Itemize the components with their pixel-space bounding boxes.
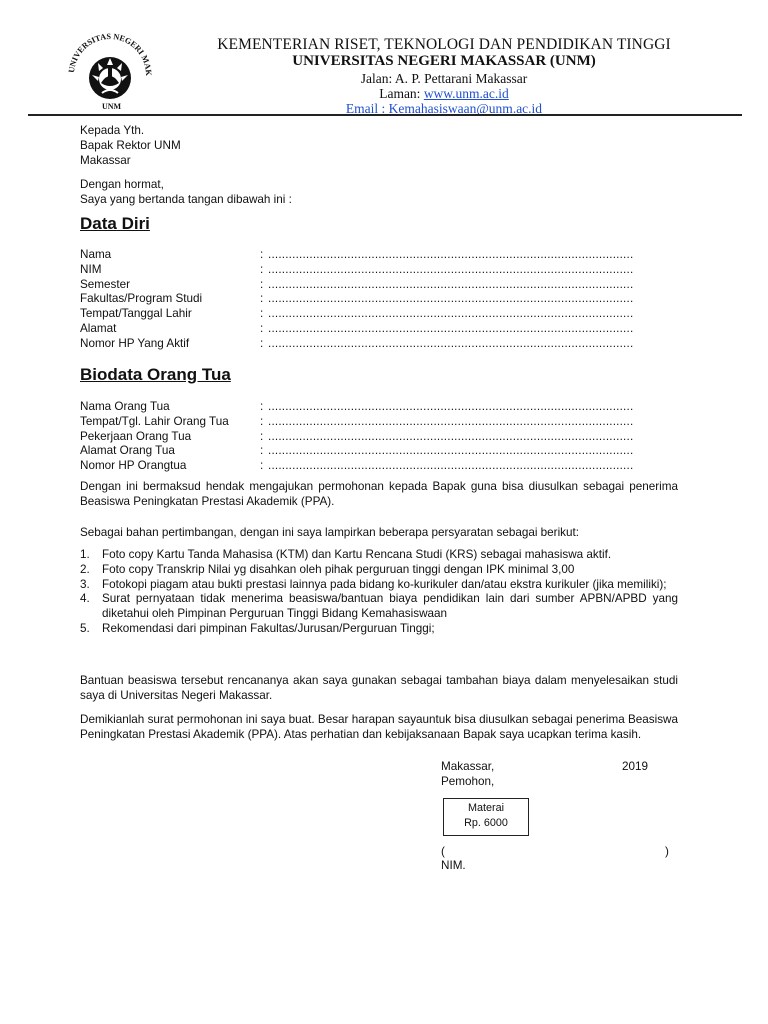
university-email[interactable]: Email : Kemahasiswaan@unm.ac.id xyxy=(345,101,543,116)
requirement-number: 4. xyxy=(80,592,90,606)
letterhead-divider xyxy=(28,114,742,116)
requirement-text: Foto copy Kartu Tanda Mahasisa (KTM) dan Kartu Rencana Studi (KRS) sebagai mahasiswa aktif. xyxy=(102,548,612,561)
requirement-item xyxy=(80,592,678,622)
requirement-text: Fotokopi piagam atau bukti prestasi lainnya pada bidang ko-kurikuler dan/atau ekstra kurikuler (jika memiliki); xyxy=(102,577,667,591)
field-blank-line[interactable]: .......................................................................................................... xyxy=(268,459,634,473)
field-colon: : xyxy=(260,429,264,443)
requirement-item xyxy=(80,548,678,563)
requirement-number: 3. xyxy=(80,577,90,591)
field-blank-line[interactable]: .......................................................................................................... xyxy=(268,429,634,443)
recipient-line: Kepada Yth. xyxy=(80,124,145,137)
field-blank-line[interactable]: .......................................................................................................... xyxy=(268,414,634,428)
field-colon: : xyxy=(260,248,264,261)
logo-bottom-text: UNM xyxy=(102,102,122,111)
field-blank-line[interactable]: .......................................................................................................... xyxy=(268,292,634,306)
requirement-item xyxy=(80,563,678,578)
university-website xyxy=(148,86,740,101)
field-colon: : xyxy=(260,307,264,321)
closing-paragraph: Demikianlah surat permohonan ini saya buat. Besar harapan sayauntuk bisa diusulkan sebagai penerima Beasiswa Peningkatan Prestasi Akademik (PPA). Atas perhatian dan kebijaksanaan Bapak saya ucapkan terima kasih. xyxy=(80,713,678,741)
recipient-line: Bapak Rektor UNM xyxy=(80,138,181,152)
field-label: Alamat Orang Tua xyxy=(80,444,175,458)
field-label: Nama Orang Tua xyxy=(80,400,170,413)
recipient-block xyxy=(80,124,678,168)
requirement-item xyxy=(80,578,678,593)
requirement-text: Rekomendasi dari pimpinan Fakultas/Jurusan/Perguruan Tinggi; xyxy=(102,621,435,635)
name-paren-close: ) xyxy=(665,845,669,858)
usage-paragraph: Bantuan beasiswa tersebut rencananya akan saya gunakan sebagai tambahan biaya dalam menyelesaikan studi saya di Universitas Negeri Makassar. xyxy=(80,674,678,702)
website-link[interactable]: www.unm.ac.id xyxy=(423,86,509,101)
requirement-item xyxy=(80,622,678,637)
greeting-line: Dengan hormat, xyxy=(80,178,164,191)
website-label: Laman: xyxy=(379,86,424,101)
field-label: Tempat/Tgl. Lahir Orang Tua xyxy=(80,414,229,428)
name-paren-open: ( xyxy=(441,845,445,858)
field-label: Nomor HP Orangtua xyxy=(80,459,187,473)
field-blank-line[interactable]: .......................................................................................................... xyxy=(268,400,634,413)
field-label: Semester xyxy=(80,277,131,291)
field-colon: : xyxy=(260,322,264,335)
signature-year: 2019 xyxy=(622,760,649,773)
signature-city: Makassar, xyxy=(441,760,495,773)
greeting-line: Saya yang bertanda tangan dibawah ini : xyxy=(80,192,292,206)
requirement-number: 5. xyxy=(80,621,90,635)
recipient-line: Makassar xyxy=(80,153,131,167)
stamp-label: Materai xyxy=(467,802,504,814)
field-blank-line[interactable]: .......................................................................................................... xyxy=(268,277,634,291)
logo-arc-text: UNIVERSITAS NEGERI MAK xyxy=(66,33,154,77)
field-label: NIM xyxy=(80,262,102,276)
section-heading-parents: Biodata Orang Tua xyxy=(80,365,231,384)
field-colon: : xyxy=(260,262,264,276)
field-label: Fakultas/Program Studi xyxy=(80,292,203,306)
requirement-text: Foto copy Transkrip Nilai yg disahkan oleh pihak perguruan tinggi dengan IPK minimal 3,00 xyxy=(102,562,575,576)
letterhead xyxy=(148,36,740,116)
field-colon: : xyxy=(260,444,264,458)
field-label: Nama xyxy=(80,248,112,261)
field-label: Pekerjaan Orang Tua xyxy=(80,429,192,443)
signature-role: Pemohon, xyxy=(441,775,495,788)
field-blank-line[interactable]: .......................................................................................................... xyxy=(268,262,634,276)
field-colon: : xyxy=(260,277,264,291)
requirements-list xyxy=(80,548,678,637)
attachments-intro: Sebagai bahan pertimbangan, dengan ini saya lampirkan beberapa persyaratan sebagai berikut: xyxy=(80,526,580,539)
field-blank-line[interactable]: .......................................................................................................... xyxy=(268,322,634,335)
signature-nim: NIM. xyxy=(441,859,466,872)
field-colon: : xyxy=(260,292,264,306)
field-colon: : xyxy=(260,336,264,350)
university-name: UNIVERSITAS NEGERI MAKASSAR (UNM) xyxy=(292,53,596,69)
field-label: Tempat/Tanggal Lahir xyxy=(80,307,192,321)
section-heading-personal: Data Diri xyxy=(80,214,150,233)
university-address: Jalan: A. P. Pettarani Makassar xyxy=(360,71,528,86)
stamp-box xyxy=(443,798,529,836)
stamp-value: Rp. 6000 xyxy=(464,817,508,829)
field-blank-line[interactable]: .......................................................................................................... xyxy=(268,248,634,261)
field-blank-line[interactable]: .......................................................................................................... xyxy=(268,307,634,321)
field-blank-line[interactable]: .......................................................................................................... xyxy=(268,336,634,350)
field-label: Nomor HP Yang Aktif xyxy=(80,336,190,350)
field-colon: : xyxy=(260,459,264,473)
requirement-number: 2. xyxy=(80,562,90,576)
requirement-number: 1. xyxy=(80,548,90,561)
intent-paragraph: Dengan ini bermaksud hendak mengajukan permohonan kepada Bapak guna bisa diusulkan sebagai penerima Beasiswa Peningkatan Prestasi Akademik (PPA). xyxy=(80,480,678,508)
field-colon: : xyxy=(260,400,264,413)
field-blank-line[interactable]: .......................................................................................................... xyxy=(268,444,634,458)
requirement-text: Surat pernyataan tidak menerima beasiswa/bantuan biaya pendidikan lain dari sumber APBN/APBD yang diketahui oleh Pimpinan Perguruan Tinggi Bidang Kemahasiswaan xyxy=(102,592,678,621)
field-label: Alamat xyxy=(80,322,117,335)
field-colon: : xyxy=(260,414,264,428)
greeting-block xyxy=(80,178,678,208)
ministry-name: KEMENTERIAN RISET, TEKNOLOGI DAN PENDIDIKAN TINGGI xyxy=(217,36,671,53)
